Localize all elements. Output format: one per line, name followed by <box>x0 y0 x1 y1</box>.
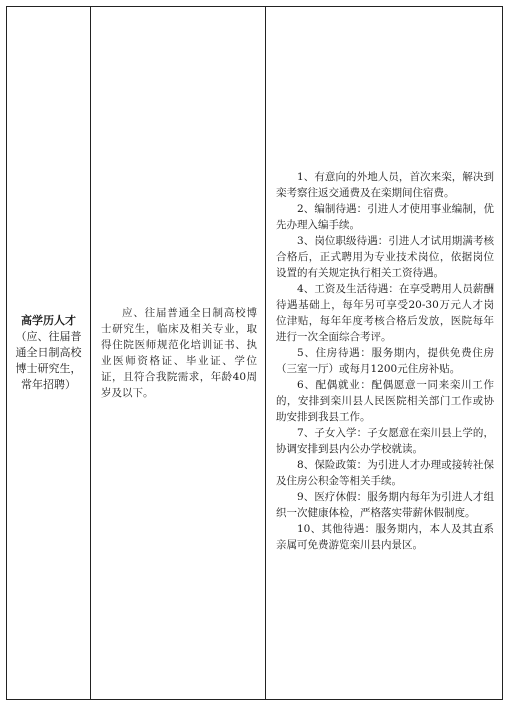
benefit-item: 8、保险政策：为引进人才办理或接转社保及住房公积金等相关手续。 <box>276 459 494 487</box>
benefit-item: 1、有意向的外地人员，首次来栾，解决到栾考察往返交通费及在栾期间住宿费。 <box>276 171 494 199</box>
category-block <box>11 313 86 393</box>
benefit-item: 5、住房待遇：服务期内，提供免费住房（三室一厅）或每月1200元住房补贴。 <box>276 347 494 375</box>
benefit-item: 10、其他待遇：服务期内，本人及其直系亲属可免费游览栾川县内景区。 <box>276 523 494 551</box>
benefit-item: 2、编制待遇：引进人才使用事业编制，优先办理入编手续。 <box>276 203 494 231</box>
benefit-item: 4、工资及生活待遇：在享受聘用人员薪酬待遇基础上，每年另可享受20-30万元人才岗位津贴，每年年度考核合格后发放，医院每年进行一次全面综合考评。 <box>276 283 494 343</box>
benefits-list <box>276 169 494 553</box>
benefit-item: 3、岗位职级待遇：引进人才试用期满考核合格后，正式聘用为专业技术岗位，依据岗位设置的有关规定执行相关工资待遇。 <box>276 235 494 279</box>
requirements-cell <box>91 7 266 699</box>
benefit-item: 9、医疗休假：服务期内每年为引进人才组织一次健康体检，严格落实带薪休假制度。 <box>276 491 494 519</box>
category-description: （应、往届普通全日制高校博士研究生，常年招聘） <box>15 330 82 391</box>
category-title: 高学历人才 <box>21 314 76 327</box>
benefit-item: 6、配偶就业：配偶愿意一同来栾川工作的，安排到栾川县人民医院相关部门工作或协助安排到我县工作。 <box>276 379 494 423</box>
requirements-text: 应、往届普通全日制高校博士研究生，临床及相关专业，取得住院医师规范化培训证书、执业医师资格证、毕业证、学位证，且符合我院需求，年龄40周岁及以下。 <box>101 307 257 399</box>
benefits-cell <box>266 7 502 699</box>
recruitment-table <box>6 6 503 700</box>
category-cell <box>7 7 91 699</box>
benefit-item: 7、子女入学：子女愿意在栾川县上学的，协调安排到县内公办学校就读。 <box>276 427 494 455</box>
